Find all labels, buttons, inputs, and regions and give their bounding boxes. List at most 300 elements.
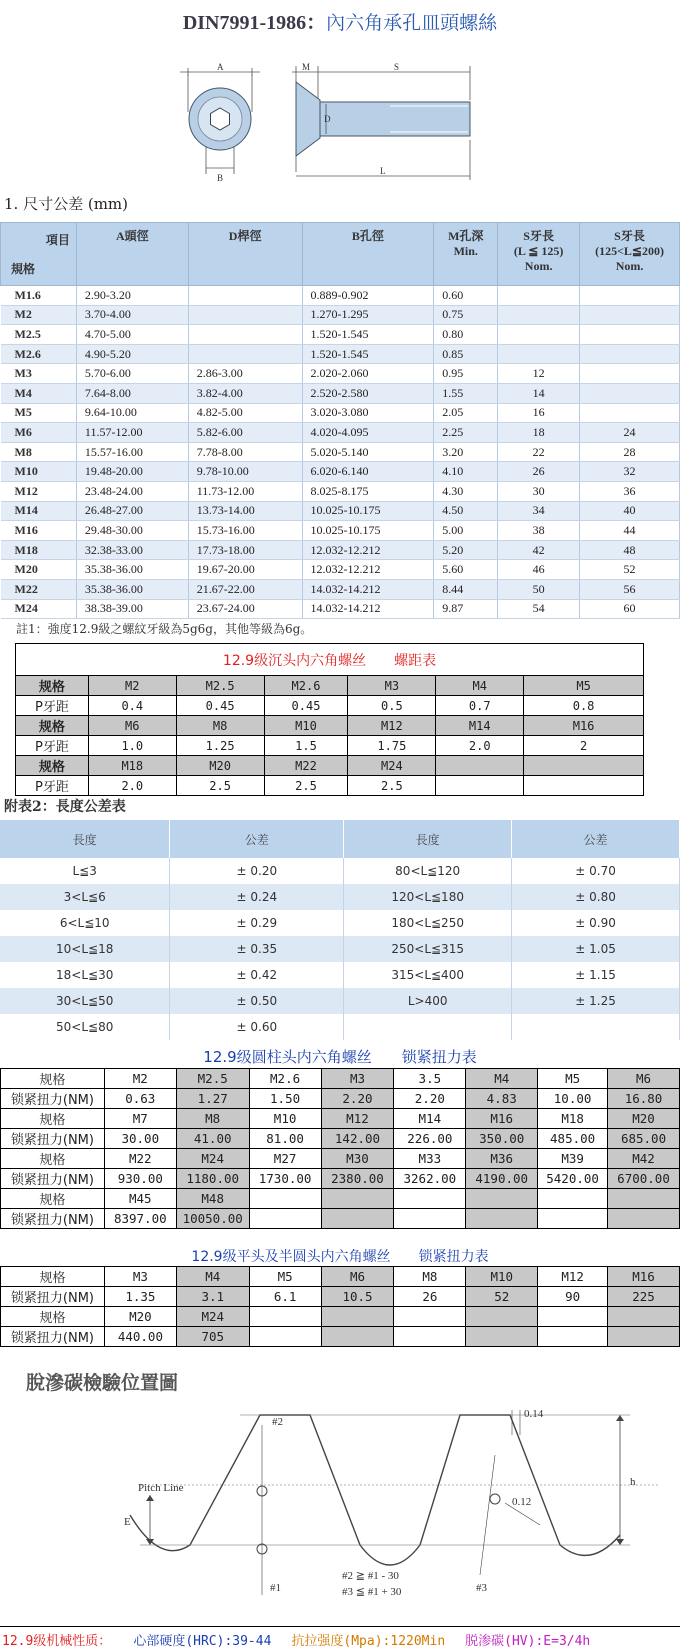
length-cell: 30<L≦50 xyxy=(0,988,170,1014)
torque-value-cell: 225 xyxy=(608,1287,680,1307)
pitch-value-row xyxy=(16,776,644,796)
drawing-label-s: S xyxy=(394,62,400,72)
head-dia-cell: 35.38-36.00 xyxy=(76,560,188,580)
pitch-spec-cell: M14 xyxy=(436,716,524,736)
pitch-spec-cell: M4 xyxy=(436,676,524,696)
pitch-spec-cell: M8 xyxy=(176,716,264,736)
pitch-spec-row xyxy=(16,716,644,736)
torque-value-cell: 90 xyxy=(538,1287,608,1307)
pitch-value-cell: 0.8 xyxy=(524,696,644,716)
tolerance-cell: ± 0.42 xyxy=(170,962,344,988)
torque-spec-cell: M18 xyxy=(538,1108,608,1128)
socket-depth-cell: 0.75 xyxy=(434,305,498,325)
length-cell: 250<L≦315 xyxy=(344,936,512,962)
torque-spec-cell: M8 xyxy=(176,1108,249,1128)
torque-value-cell: 3.1 xyxy=(176,1287,249,1307)
drawing-label-a: A xyxy=(217,62,224,72)
shank-dia-cell: 11.73-12.00 xyxy=(188,481,302,501)
shank-dia-cell xyxy=(188,286,302,306)
torque-spec-cell: M42 xyxy=(608,1148,680,1168)
pitch-value-row xyxy=(16,736,644,756)
torque-flat-table xyxy=(0,1246,680,1347)
torque-spec-label: 规格 xyxy=(1,1267,105,1287)
thread-length-long-cell xyxy=(580,325,680,345)
screw-drawing xyxy=(180,60,500,188)
torque-value-cell: 1730.00 xyxy=(249,1168,321,1188)
torque-value-row xyxy=(1,1128,680,1148)
head-dia-cell: 4.70-5.00 xyxy=(76,325,188,345)
torque-value-cell xyxy=(321,1208,394,1228)
length-cell: L≦3 xyxy=(0,858,170,884)
hole-dia-cell: 4.020-4.095 xyxy=(302,423,434,443)
thread-length-cell: 26 xyxy=(498,462,580,482)
thread-length-cell: 16 xyxy=(498,403,580,423)
thread-length-cell: 50 xyxy=(498,579,580,599)
torque-spec-cell: M4 xyxy=(176,1267,249,1287)
spec-cell: M2.6 xyxy=(1,344,77,364)
torque-value-cell xyxy=(608,1208,680,1228)
pitch-spec-cell: M5 xyxy=(524,676,644,696)
torque-value-cell: 41.00 xyxy=(176,1128,249,1148)
length-row xyxy=(0,988,680,1014)
hole-dia-cell: 12.032-12.212 xyxy=(302,540,434,560)
pitch-spec-cell: M2.5 xyxy=(176,676,264,696)
torque-spec-cell: M2.5 xyxy=(176,1068,249,1088)
hole-dia-cell: 12.032-12.212 xyxy=(302,560,434,580)
length-header-1: 長度 xyxy=(0,820,170,858)
pitch-value-label: P牙距 xyxy=(16,736,89,756)
thread-length-cell xyxy=(498,286,580,306)
torque-spec-cell xyxy=(321,1188,394,1208)
hole-dia-cell: 5.020-5.140 xyxy=(302,442,434,462)
socket-depth-cell: 0.80 xyxy=(434,325,498,345)
product-name: 內六角承孔皿頭螺絲 xyxy=(326,12,498,34)
torque-spec-cell: M45 xyxy=(104,1188,176,1208)
torque-spec-cell: M10 xyxy=(466,1267,538,1287)
label-pitch-line: Pitch Line xyxy=(138,1482,184,1494)
socket-depth-cell: 5.00 xyxy=(434,521,498,541)
length-row xyxy=(0,858,680,884)
dimension-row xyxy=(1,462,680,482)
spec-cell: M8 xyxy=(1,442,77,462)
head-dia-cell: 32.38-33.00 xyxy=(76,540,188,560)
spec-cell: M1.6 xyxy=(1,286,77,306)
socket-depth-cell: 5.20 xyxy=(434,540,498,560)
pitch-value-cell: 2.5 xyxy=(176,776,264,796)
torque-spec-label: 规格 xyxy=(1,1068,105,1088)
thread-length-cell: 54 xyxy=(498,599,580,619)
spec-cell: M2.5 xyxy=(1,325,77,345)
torque-value-label: 锁紧扭力(NM) xyxy=(1,1128,105,1148)
mech-decarb: 脱渗碳(HV):E=3/4h xyxy=(465,1634,591,1649)
torque-spec-cell xyxy=(249,1188,321,1208)
pitch-value-cell xyxy=(524,776,644,796)
torque-value-cell: 142.00 xyxy=(321,1128,394,1148)
pitch-value-cell: 1.75 xyxy=(348,736,436,756)
torque-value-cell: 10.00 xyxy=(538,1088,608,1108)
socket-depth-cell: 8.44 xyxy=(434,579,498,599)
thread-length-long-cell xyxy=(580,403,680,423)
length-cell: 10<L≦18 xyxy=(0,936,170,962)
mechanical-properties xyxy=(0,1626,680,1648)
header-item-spec xyxy=(1,223,77,286)
pitch-spec-cell xyxy=(524,756,644,776)
pitch-spec-cell: M24 xyxy=(348,756,436,776)
header-s1 xyxy=(498,223,580,286)
thread-note: 註1：強度12.9級之螺紋牙級為5g6g，其他等級為6g。 xyxy=(16,622,313,636)
pitch-spec-cell: M16 xyxy=(524,716,644,736)
spec-cell: M20 xyxy=(1,560,77,580)
torque-value-label: 锁紧扭力(NM) xyxy=(1,1287,105,1307)
shank-dia-cell: 15.73-16.00 xyxy=(188,521,302,541)
pitch-value-cell: 0.7 xyxy=(436,696,524,716)
socket-depth-cell: 3.20 xyxy=(434,442,498,462)
length-cell: 18<L≦30 xyxy=(0,962,170,988)
spec-cell: M10 xyxy=(1,462,77,482)
torque-value-cell: 8397.00 xyxy=(104,1208,176,1228)
pitch-spec-cell xyxy=(436,756,524,776)
screw-shank xyxy=(320,102,470,136)
pitch-caption: 12.9级沉头内六角螺丝 螺距表 xyxy=(16,644,644,676)
drawing-label-m: M xyxy=(302,62,311,72)
spec-cell: M4 xyxy=(1,383,77,403)
length-cell: 80<L≦120 xyxy=(344,858,512,884)
shank-dia-cell: 5.82-6.00 xyxy=(188,423,302,443)
torque-spec-cell: M36 xyxy=(466,1148,538,1168)
shank-dia-cell: 7.78-8.00 xyxy=(188,442,302,462)
head-dia-cell: 3.70-4.00 xyxy=(76,305,188,325)
spec-cell: M16 xyxy=(1,521,77,541)
thread-length-cell: 34 xyxy=(498,501,580,521)
torque-value-cell: 350.00 xyxy=(466,1128,538,1148)
pitch-value-row xyxy=(16,696,644,716)
head-dia-cell: 15.57-16.00 xyxy=(76,442,188,462)
drawing-label-d: D xyxy=(324,114,331,124)
length-row xyxy=(0,1014,680,1040)
pitch-table xyxy=(15,643,644,796)
socket-depth-cell: 1.55 xyxy=(434,383,498,403)
pitch-value-cell: 1.5 xyxy=(264,736,348,756)
thread-length-long-cell: 28 xyxy=(580,442,680,462)
torque-spec-row xyxy=(1,1188,680,1208)
dimension-row xyxy=(1,481,680,501)
torque-spec-label: 规格 xyxy=(1,1148,105,1168)
dimension-row xyxy=(1,560,680,580)
length-row xyxy=(0,962,680,988)
torque-value-row xyxy=(1,1168,680,1188)
torque-spec-row xyxy=(1,1307,680,1327)
pitch-spec-cell: M18 xyxy=(88,756,176,776)
tolerance-cell xyxy=(512,1014,680,1040)
shank-dia-cell xyxy=(188,325,302,345)
torque-value-cell: 1180.00 xyxy=(176,1168,249,1188)
torque-value-cell: 81.00 xyxy=(249,1128,321,1148)
pitch-spec-label: 规格 xyxy=(16,676,89,696)
head-dia-cell: 35.38-36.00 xyxy=(76,579,188,599)
torque-value-cell: 2380.00 xyxy=(321,1168,394,1188)
thread-length-cell: 12 xyxy=(498,364,580,384)
torque-spec-cell: M2.6 xyxy=(249,1068,321,1088)
mech-hardness: 心部硬度(HRC):39-44 xyxy=(133,1634,272,1649)
thread-length-cell: 18 xyxy=(498,423,580,443)
torque-spec-row xyxy=(1,1108,680,1128)
pitch-value-cell: 1.25 xyxy=(176,736,264,756)
head-dia-cell: 2.90-3.20 xyxy=(76,286,188,306)
torque-value-cell: 5420.00 xyxy=(538,1168,608,1188)
header-spec: 規格 xyxy=(11,262,36,276)
length-cell: 315<L≦400 xyxy=(344,962,512,988)
torque-value-cell: 685.00 xyxy=(608,1128,680,1148)
torque-value-cell xyxy=(249,1327,321,1347)
pitch-spec-cell: M22 xyxy=(264,756,348,776)
length-cell: L>400 xyxy=(344,988,512,1014)
thread-length-long-cell: 60 xyxy=(580,599,680,619)
dimension-row xyxy=(1,521,680,541)
label-point-3: #3 xyxy=(476,1582,487,1594)
header-s2-nom: Nom. xyxy=(615,259,644,273)
thread-length-cell xyxy=(498,305,580,325)
torque-spec-cell: M16 xyxy=(608,1267,680,1287)
thread-length-long-cell: 24 xyxy=(580,423,680,443)
spec-cell: M12 xyxy=(1,481,77,501)
dimension-row xyxy=(1,305,680,325)
torque-cap-table xyxy=(0,1046,680,1229)
thread-length-long-cell xyxy=(580,344,680,364)
socket-depth-cell: 0.85 xyxy=(434,344,498,364)
socket-depth-cell: 2.25 xyxy=(434,423,498,443)
torque-spec-cell xyxy=(538,1188,608,1208)
torque-spec-cell: M48 xyxy=(176,1188,249,1208)
torque-spec-row xyxy=(1,1148,680,1168)
pitch-spec-cell: M3 xyxy=(348,676,436,696)
label-point-1: #1 xyxy=(270,1582,281,1594)
torque-spec-cell: M3 xyxy=(321,1068,394,1088)
torque-value-cell: 52 xyxy=(466,1287,538,1307)
hole-dia-cell: 1.520-1.545 xyxy=(302,325,434,345)
torque-spec-cell: M12 xyxy=(321,1108,394,1128)
point-3-marker xyxy=(490,1494,500,1504)
tolerance-header-2: 公差 xyxy=(512,820,680,858)
spec-cell: M18 xyxy=(1,540,77,560)
decarb-formula-1: #2 ≧ #1 - 30 xyxy=(342,1570,399,1582)
dimension-row xyxy=(1,286,680,306)
decarb-title: 脫滲碳檢驗位置圖 xyxy=(26,1372,179,1394)
torque-spec-label: 规格 xyxy=(1,1108,105,1128)
torque-spec-cell: M20 xyxy=(608,1108,680,1128)
head-dia-cell: 29.48-30.00 xyxy=(76,521,188,541)
tolerance-header-1: 公差 xyxy=(170,820,344,858)
head-dia-cell: 26.48-27.00 xyxy=(76,501,188,521)
torque-value-cell: 440.00 xyxy=(104,1327,176,1347)
header-b: B孔徑 xyxy=(302,223,434,286)
pitch-value-cell: 0.45 xyxy=(176,696,264,716)
length-cell: 180<L≦250 xyxy=(344,910,512,936)
torque-value-label: 锁紧扭力(NM) xyxy=(1,1327,105,1347)
torque-spec-cell: M6 xyxy=(321,1267,394,1287)
thread-length-long-cell: 52 xyxy=(580,560,680,580)
thread-length-cell xyxy=(498,344,580,364)
torque-value-cell xyxy=(321,1327,394,1347)
thread-profile xyxy=(130,1415,620,1565)
dimension-row xyxy=(1,423,680,443)
thread-length-cell: 30 xyxy=(498,481,580,501)
torque-value-cell xyxy=(466,1208,538,1228)
thread-length-long-cell: 40 xyxy=(580,501,680,521)
torque-value-cell: 1.50 xyxy=(249,1088,321,1108)
torque-spec-cell: M24 xyxy=(176,1148,249,1168)
thread-length-long-cell xyxy=(580,305,680,325)
pitch-value-cell: 2.5 xyxy=(264,776,348,796)
torque-spec-cell: M30 xyxy=(321,1148,394,1168)
pitch-value-cell: 1.0 xyxy=(88,736,176,756)
label-012: 0.12 xyxy=(512,1496,532,1508)
spec-cell: M24 xyxy=(1,599,77,619)
dimension-row xyxy=(1,599,680,619)
head-dia-cell: 11.57-12.00 xyxy=(76,423,188,443)
torque-spec-cell: M14 xyxy=(394,1108,466,1128)
torque-spec-cell: M27 xyxy=(249,1148,321,1168)
socket-depth-cell: 4.30 xyxy=(434,481,498,501)
thread-length-cell: 14 xyxy=(498,383,580,403)
tolerance-cell: ± 0.80 xyxy=(512,884,680,910)
pitch-spec-cell: M20 xyxy=(176,756,264,776)
header-item: 項目 xyxy=(45,233,70,247)
torque-value-cell: 6700.00 xyxy=(608,1168,680,1188)
thread-length-long-cell xyxy=(580,383,680,403)
torque-value-cell: 1.35 xyxy=(104,1287,176,1307)
header-m-label: M孔深 xyxy=(448,229,484,243)
header-s2 xyxy=(580,223,680,286)
length-cell: 50<L≦80 xyxy=(0,1014,170,1040)
torque-value-cell: 4190.00 xyxy=(466,1168,538,1188)
torque-spec-cell: M3 xyxy=(104,1267,176,1287)
shank-dia-cell: 2.86-3.00 xyxy=(188,364,302,384)
header-d: D桿徑 xyxy=(188,223,302,286)
torque-spec-label: 规格 xyxy=(1,1188,105,1208)
tolerance-cell: ± 0.20 xyxy=(170,858,344,884)
torque-value-cell: 0.63 xyxy=(104,1088,176,1108)
torque-value-label: 锁紧扭力(NM) xyxy=(1,1208,105,1228)
length-cell: 6<L≦10 xyxy=(0,910,170,936)
thread-length-cell xyxy=(498,325,580,345)
drawing-label-l: L xyxy=(380,166,386,176)
torque-value-row xyxy=(1,1327,680,1347)
torque-cap-caption: 12.9级圆柱头内六角螺丝 锁紧扭力表 xyxy=(203,1048,477,1067)
dimension-row xyxy=(1,383,680,403)
socket-depth-cell: 0.60 xyxy=(434,286,498,306)
socket-depth-cell: 9.87 xyxy=(434,599,498,619)
length-row xyxy=(0,884,680,910)
header-s1-nom: Nom. xyxy=(524,259,553,273)
pitch-spec-cell: M12 xyxy=(348,716,436,736)
header-s2-range: (125<L≦200) xyxy=(595,244,664,258)
head-dia-cell: 38.38-39.00 xyxy=(76,599,188,619)
torque-value-cell: 26 xyxy=(394,1287,466,1307)
torque-value-cell: 30.00 xyxy=(104,1128,176,1148)
torque-value-cell: 16.80 xyxy=(608,1088,680,1108)
torque-value-cell: 705 xyxy=(176,1327,249,1347)
shank-dia-cell: 3.82-4.00 xyxy=(188,383,302,403)
header-s1-label: S牙長 xyxy=(523,229,554,243)
hole-dia-cell: 3.020-3.080 xyxy=(302,403,434,423)
shank-dia-cell xyxy=(188,305,302,325)
dimension-header-row xyxy=(1,223,680,286)
torque-value-cell: 4.83 xyxy=(466,1088,538,1108)
torque-spec-cell: M24 xyxy=(176,1307,249,1327)
shank-dia-cell: 9.78-10.00 xyxy=(188,462,302,482)
spec-cell: M5 xyxy=(1,403,77,423)
torque-spec-cell: M5 xyxy=(249,1267,321,1287)
header-m xyxy=(434,223,498,286)
torque-spec-row xyxy=(1,1068,680,1088)
shank-dia-cell: 23.67-24.00 xyxy=(188,599,302,619)
hole-dia-cell: 1.520-1.545 xyxy=(302,344,434,364)
torque-spec-cell xyxy=(538,1307,608,1327)
head-dia-cell: 7.64-8.00 xyxy=(76,383,188,403)
torque-value-cell xyxy=(394,1208,466,1228)
hole-dia-cell: 14.032-14.212 xyxy=(302,579,434,599)
torque-spec-cell xyxy=(394,1188,466,1208)
pitch-spec-label: 规格 xyxy=(16,716,89,736)
screw-head-side-view xyxy=(296,82,320,156)
length-cell: 3<L≦6 xyxy=(0,884,170,910)
thread-length-long-cell: 44 xyxy=(580,521,680,541)
torque-value-row xyxy=(1,1208,680,1228)
torque-value-label: 锁紧扭力(NM) xyxy=(1,1168,105,1188)
dimension-row xyxy=(1,344,680,364)
spec-cell: M22 xyxy=(1,579,77,599)
torque-spec-cell: M39 xyxy=(538,1148,608,1168)
hole-dia-cell: 10.025-10.175 xyxy=(302,521,434,541)
dimension-row xyxy=(1,442,680,462)
shank-dia-cell: 13.73-14.00 xyxy=(188,501,302,521)
length-header-row xyxy=(0,820,680,858)
pitch-value-label: P牙距 xyxy=(16,696,89,716)
spec-cell: M6 xyxy=(1,423,77,443)
torque-value-cell: 10.5 xyxy=(321,1287,394,1307)
torque-value-cell xyxy=(538,1327,608,1347)
pitch-spec-row xyxy=(16,756,644,776)
label-h: h xyxy=(630,1476,636,1488)
torque-value-cell: 485.00 xyxy=(538,1128,608,1148)
hole-dia-cell: 1.270-1.295 xyxy=(302,305,434,325)
torque-value-cell xyxy=(538,1208,608,1228)
shank-dia-cell: 19.67-20.00 xyxy=(188,560,302,580)
thread-length-long-cell xyxy=(580,286,680,306)
head-dia-cell: 19.48-20.00 xyxy=(76,462,188,482)
thread-length-cell: 38 xyxy=(498,521,580,541)
thread-length-cell: 22 xyxy=(498,442,580,462)
dimension-row xyxy=(1,403,680,423)
spec-cell: M2 xyxy=(1,305,77,325)
torque-spec-cell xyxy=(466,1188,538,1208)
thread-length-long-cell: 36 xyxy=(580,481,680,501)
mech-grade: 12.9级机械性质： xyxy=(2,1634,112,1649)
header-m-min: Min. xyxy=(453,244,478,258)
hole-dia-cell: 0.889-0.902 xyxy=(302,286,434,306)
torque-spec-row xyxy=(1,1267,680,1287)
drawing-label-b: B xyxy=(217,173,224,183)
head-dia-cell: 4.90-5.20 xyxy=(76,344,188,364)
hole-dia-cell: 8.025-8.175 xyxy=(302,481,434,501)
label-point-2: #2 xyxy=(272,1416,283,1428)
pitch-spec-cell: M10 xyxy=(264,716,348,736)
torque-spec-label: 规格 xyxy=(1,1307,105,1327)
decarb-formula-2: #3 ≦ #1 + 30 xyxy=(342,1586,402,1598)
hole-dia-cell: 10.025-10.175 xyxy=(302,501,434,521)
header-s1-range: (L ≦ 125) xyxy=(513,244,564,258)
spec-cell: M14 xyxy=(1,501,77,521)
